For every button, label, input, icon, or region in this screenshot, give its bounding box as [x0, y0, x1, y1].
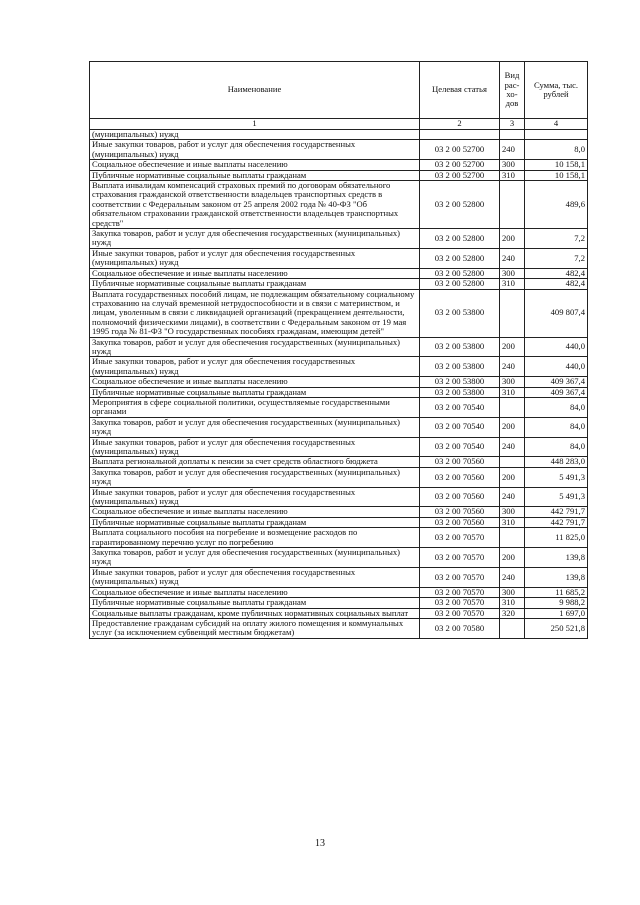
- row-name-cell: Публичные нормативные социальные выплаты гражданам: [90, 279, 420, 289]
- row-sum-cell: 440,0: [525, 337, 588, 357]
- row-sum-cell: 10 158,1: [525, 160, 588, 170]
- row-name-cell: Предоставление гражданам субсидий на оплату жилого помещения и коммунальных услуг (за исключением субвенций местным бюджетам): [90, 618, 420, 638]
- header-code: Целевая статья: [420, 62, 500, 119]
- row-kind-cell: [500, 397, 525, 417]
- table-row: [90, 507, 588, 517]
- row-sum-cell: 489,6: [525, 181, 588, 229]
- row-kind-cell: [500, 618, 525, 638]
- header-kind: Вид рас- хо- дов: [500, 62, 525, 119]
- row-sum-cell: 84,0: [525, 397, 588, 417]
- row-code-cell: 03 2 00 70570: [420, 608, 500, 618]
- row-sum-cell: 448 283,0: [525, 457, 588, 467]
- row-name-cell: Иные закупки товаров, работ и услуг для обеспечения государственных (муниципальных) нужд: [90, 357, 420, 377]
- row-code-cell: 03 2 00 70560: [420, 457, 500, 467]
- row-name-cell: Закупка товаров, работ и услуг для обеспечения государственных (муниципальных) нужд: [90, 467, 420, 487]
- row-code-cell: 03 2 00 53800: [420, 289, 500, 337]
- row-name-cell: Публичные нормативные социальные выплаты гражданам: [90, 517, 420, 527]
- table-row: [90, 587, 588, 597]
- table-row: [90, 160, 588, 170]
- row-kind-cell: [500, 289, 525, 337]
- row-sum-cell: 84,0: [525, 437, 588, 457]
- row-sum-cell: 139,8: [525, 567, 588, 587]
- row-kind-cell: 200: [500, 417, 525, 437]
- row-name-cell: Публичные нормативные социальные выплаты гражданам: [90, 387, 420, 397]
- row-name-cell: Публичные нормативные социальные выплаты гражданам: [90, 598, 420, 608]
- row-sum-cell: 482,4: [525, 268, 588, 278]
- row-name-cell: Выплата инвалидам компенсаций страховых премий по договорам обязательного страхования гражданской ответственности владельцев транспортных средств в соответствии с Федеральным законом от 25 апреля 2002 года № 40-ФЗ "Об обязательном страховании гражданской ответственности владельцев транспортных средств": [90, 181, 420, 229]
- row-name-cell: Закупка товаров, работ и услуг для обеспечения государственных (муниципальных) нужд: [90, 337, 420, 357]
- row-name-cell: Социальные выплаты гражданам, кроме публичных нормативных социальных выплат: [90, 608, 420, 618]
- table-row: [90, 337, 588, 357]
- row-code-cell: 03 2 00 52800: [420, 279, 500, 289]
- header-sum: Сумма, тыс. рублей: [525, 62, 588, 119]
- table-row: [90, 357, 588, 377]
- row-code-cell: 03 2 00 52800: [420, 268, 500, 278]
- row-name-cell: Выплата региональной доплаты к пенсии за счет средств областного бюджета: [90, 457, 420, 467]
- row-name-cell: Закупка товаров, работ и услуг для обеспечения государственных (муниципальных) нужд: [90, 548, 420, 568]
- table-row: [90, 130, 588, 140]
- row-code-cell: 03 2 00 70570: [420, 528, 500, 548]
- table-row: [90, 417, 588, 437]
- row-kind-cell: [500, 528, 525, 548]
- row-kind-cell: [500, 181, 525, 229]
- table-row: [90, 268, 588, 278]
- row-code-cell: 03 2 00 70570: [420, 567, 500, 587]
- row-sum-cell: 10 158,1: [525, 170, 588, 180]
- row-kind-cell: 310: [500, 598, 525, 608]
- table-row: [90, 598, 588, 608]
- row-name-cell: Выплата социального пособия на погребение и возмещение расходов по гарантированному перечню услуг по погребению: [90, 528, 420, 548]
- row-kind-cell: 200: [500, 548, 525, 568]
- row-code-cell: 03 2 00 53800: [420, 377, 500, 387]
- column-number: 2: [420, 119, 500, 130]
- budget-table: [89, 61, 588, 639]
- row-sum-cell: 11 825,0: [525, 528, 588, 548]
- row-sum-cell: 440,0: [525, 357, 588, 377]
- row-code-cell: 03 2 00 70570: [420, 587, 500, 597]
- row-name-cell: (муниципальных) нужд: [90, 130, 420, 140]
- row-code-cell: 03 2 00 52800: [420, 229, 500, 249]
- table-row: [90, 567, 588, 587]
- table-row: [90, 517, 588, 527]
- row-code-cell: 03 2 00 52700: [420, 140, 500, 160]
- table-body: [90, 130, 588, 639]
- row-name-cell: Социальное обеспечение и иные выплаты населению: [90, 160, 420, 170]
- table-row: [90, 437, 588, 457]
- table-row: [90, 289, 588, 337]
- row-code-cell: 03 2 00 70560: [420, 467, 500, 487]
- row-sum-cell: 9 988,2: [525, 598, 588, 608]
- row-kind-cell: 300: [500, 587, 525, 597]
- header-row: [90, 62, 588, 119]
- row-kind-cell: 310: [500, 387, 525, 397]
- table-row: [90, 248, 588, 268]
- table-row: [90, 170, 588, 180]
- row-kind-cell: 240: [500, 567, 525, 587]
- row-sum-cell: 442 791,7: [525, 507, 588, 517]
- row-name-cell: Социальное обеспечение и иные выплаты населению: [90, 587, 420, 597]
- table-row: [90, 377, 588, 387]
- table-row: [90, 181, 588, 229]
- row-sum-cell: 442 791,7: [525, 517, 588, 527]
- row-sum-cell: 8,0: [525, 140, 588, 160]
- table-row: [90, 387, 588, 397]
- row-name-cell: Социальное обеспечение и иные выплаты населению: [90, 377, 420, 387]
- row-sum-cell: 7,2: [525, 229, 588, 249]
- row-sum-cell: 250 521,8: [525, 618, 588, 638]
- row-sum-cell: 482,4: [525, 279, 588, 289]
- row-name-cell: Закупка товаров, работ и услуг для обеспечения государственных (муниципальных) нужд: [90, 417, 420, 437]
- row-name-cell: Иные закупки товаров, работ и услуг для обеспечения государственных (муниципальных) нужд: [90, 567, 420, 587]
- row-name-cell: Публичные нормативные социальные выплаты гражданам: [90, 170, 420, 180]
- row-kind-cell: 200: [500, 229, 525, 249]
- row-code-cell: 03 2 00 70580: [420, 618, 500, 638]
- table-row: [90, 397, 588, 417]
- row-sum-cell: 1 697,0: [525, 608, 588, 618]
- row-code-cell: 03 2 00 53800: [420, 357, 500, 377]
- row-name-cell: Мероприятия в сфере социальной политики, осуществляемые государственными органами: [90, 397, 420, 417]
- table-row: [90, 608, 588, 618]
- row-code-cell: 03 2 00 70540: [420, 417, 500, 437]
- table-row: [90, 548, 588, 568]
- table-row: [90, 528, 588, 548]
- row-sum-cell: 409 367,4: [525, 387, 588, 397]
- column-number-row: [90, 119, 588, 130]
- row-name-cell: Иные закупки товаров, работ и услуг для обеспечения государственных (муниципальных) нужд: [90, 487, 420, 507]
- row-sum-cell: 5 491,3: [525, 487, 588, 507]
- row-kind-cell: 240: [500, 437, 525, 457]
- row-code-cell: 03 2 00 53800: [420, 387, 500, 397]
- row-kind-cell: 240: [500, 140, 525, 160]
- row-kind-cell: 310: [500, 279, 525, 289]
- row-code-cell: 03 2 00 70540: [420, 437, 500, 457]
- row-kind-cell: 300: [500, 268, 525, 278]
- row-kind-cell: 240: [500, 248, 525, 268]
- row-code-cell: 03 2 00 52700: [420, 160, 500, 170]
- table-row: [90, 618, 588, 638]
- row-kind-cell: [500, 130, 525, 140]
- row-kind-cell: 310: [500, 517, 525, 527]
- row-code-cell: 03 2 00 52800: [420, 181, 500, 229]
- row-kind-cell: 300: [500, 160, 525, 170]
- row-kind-cell: 300: [500, 377, 525, 387]
- table-row: [90, 467, 588, 487]
- column-number: 3: [500, 119, 525, 130]
- row-kind-cell: 240: [500, 487, 525, 507]
- row-name-cell: Социальное обеспечение и иные выплаты населению: [90, 507, 420, 517]
- row-code-cell: 03 2 00 52700: [420, 170, 500, 180]
- row-code-cell: 03 2 00 70570: [420, 598, 500, 608]
- row-code-cell: 03 2 00 52800: [420, 248, 500, 268]
- row-name-cell: Иные закупки товаров, работ и услуг для обеспечения государственных (муниципальных) нужд: [90, 140, 420, 160]
- page-number: 13: [315, 838, 325, 849]
- row-name-cell: Выплата государственных пособий лицам, не подлежащим обязательному социальному страхованию на случай временной нетрудоспособности и в связи с материнством, и лицам, уволенным в связи с ликвидацией организаций (прекращением деятельности, полномочий физическими лицами), в соответствии с Федеральным законом от 19 мая 1995 года № 81-ФЗ "О государственных пособиях гражданам, имеющим детей": [90, 289, 420, 337]
- row-name-cell: Социальное обеспечение и иные выплаты населению: [90, 268, 420, 278]
- row-sum-cell: 84,0: [525, 417, 588, 437]
- row-kind-cell: 300: [500, 507, 525, 517]
- row-code-cell: 03 2 00 70560: [420, 507, 500, 517]
- row-code-cell: 03 2 00 70560: [420, 487, 500, 507]
- row-sum-cell: 409 807,4: [525, 289, 588, 337]
- row-code-cell: [420, 130, 500, 140]
- table-row: [90, 140, 588, 160]
- row-name-cell: Иные закупки товаров, работ и услуг для обеспечения государственных (муниципальных) нужд: [90, 437, 420, 457]
- row-kind-cell: 200: [500, 467, 525, 487]
- column-number: 1: [90, 119, 420, 130]
- row-code-cell: 03 2 00 70560: [420, 517, 500, 527]
- row-kind-cell: 240: [500, 357, 525, 377]
- row-sum-cell: 5 491,3: [525, 467, 588, 487]
- row-sum-cell: [525, 130, 588, 140]
- row-kind-cell: 320: [500, 608, 525, 618]
- row-code-cell: 03 2 00 70540: [420, 397, 500, 417]
- row-kind-cell: 200: [500, 337, 525, 357]
- row-sum-cell: 409 367,4: [525, 377, 588, 387]
- table-row: [90, 487, 588, 507]
- row-sum-cell: 7,2: [525, 248, 588, 268]
- row-kind-cell: [500, 457, 525, 467]
- row-name-cell: Закупка товаров, работ и услуг для обеспечения государственных (муниципальных) нужд: [90, 229, 420, 249]
- row-code-cell: 03 2 00 53800: [420, 337, 500, 357]
- table-row: [90, 229, 588, 249]
- table-row: [90, 279, 588, 289]
- row-name-cell: Иные закупки товаров, работ и услуг для обеспечения государственных (муниципальных) нужд: [90, 248, 420, 268]
- header-name: Наименование: [90, 62, 420, 119]
- row-code-cell: 03 2 00 70570: [420, 548, 500, 568]
- column-number: 4: [525, 119, 588, 130]
- table-header: [90, 62, 588, 130]
- row-kind-cell: 310: [500, 170, 525, 180]
- row-sum-cell: 139,8: [525, 548, 588, 568]
- row-sum-cell: 11 685,2: [525, 587, 588, 597]
- table-row: [90, 457, 588, 467]
